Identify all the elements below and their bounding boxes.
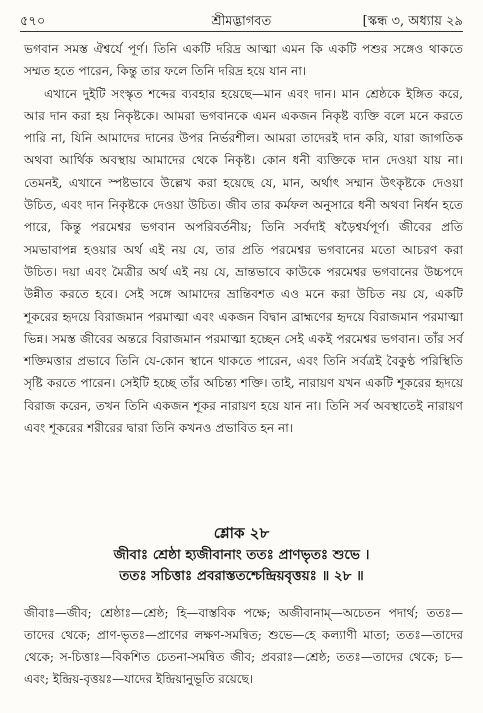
paragraph: এখানে দুইটি সংস্কৃত শব্দের ব্যবহার হয়েছে—মান এবং দান। মান শ্রেষ্ঠকে ইঙ্গিত করে, আর দান করা হয় নিকৃষ্টকে। আমরা ভগবানকে এমন একজন নিকৃষ্ট ব্যক্তি বলে মনে করতে পারি না, যিনি আমাদের দানের উপর নির্ভরশীল। আমরা তাদেরই দান করি, যারা জাগতিক অথবা আর্থিক অবস্থায় আমাদের থেকে নিকৃষ্ট। কোন ধনী ব্যক্তিকে দান দেওয়া যায় না। তেমনই, এখানে স্পষ্টভাবে উল্লেখ করা হয়েছে যে, মান, অর্থাৎ সম্মান উৎকৃষ্টকে দেওয়া উচিত, এবং দান নিকৃষ্টকে দেওয়া উচিত। জীব তার কর্মফল অনুসারে ধনী অথবা নির্ধন হতে পারে, কিন্তু পরমেশ্বর ভগবান অপরিবর্তনীয়; তিনি সর্বদাই ষড়ৈশ্বর্যপূর্ণ। জীবের প্রতি সমভাবাপন্ন হওয়ার অর্থ এই নয় যে, তার প্রতি পরমেশ্বর ভগবানের মতো আচরণ করা উচিত। দয়া এবং মৈত্রীর অর্থ এই নয় যে, ভ্রান্তভাবে কাউকে পরমেশ্বর ভগবানের উচ্চপদে উন্নীত করতে হবে। সেই সঙ্গে আমাদের ভ্রান্তিবশত এও মনে করা উচিত নয় যে, একটি শূকরের হৃদয়ে বিরাজমান পরমাত্মা এবং একজন বিদ্বান ব্রাহ্মণের হৃদয়ে বিরাজমান পরমাত্মা ভিন্ন। সমস্ত জীবের অন্তরে বিরাজমান পরমাত্মা হচ্ছেন সেই একই পরমেশ্বর ভগবান। তাঁর সর্ব শক্তিমত্তার প্রভাবে তিনি যে-কোন স্থানে থাকতে পারেন, এবং তিনি সর্বত্রই বৈকুণ্ঠ পরিস্থিতি সৃষ্টি করতে পারেন। সেইটি হচ্ছে তাঁর অচিন্ত্য শক্তি। তাই, নারায়ণ যখন একটি শূকরের হৃদয়ে বিরাজ করেন, তখন তিনি একজন শূকর নারায়ণ হয়ে যান না। তিনি সর্ব অবস্থাতেই নারায়ণ এবং শূকরের শরীরের দ্বারা তিনি কখনও প্রভাবিত হন না। xyxy=(24,86,463,436)
book-title: শ্রীমদ্ভাগবত xyxy=(211,14,272,29)
verse-title: শ্লোক ২৮ xyxy=(213,524,270,542)
synonyms: জীবাঃ—জীব; শ্রেষ্ঠাঃ—শ্রেষ্ঠ; হি—বাস্তবিক পক্ষে; অজীবানাম্—অচেতন পদার্থ; ততঃ—তাদের থেকে; প্রাণ-ভৃতঃ—প্রাণের লক্ষণ-সমন্বিত; শুভে—হে কল্যাণী মাতা; ততঃ—তাদের থেকে; স-চিত্তাঃ—বিকশিত চেতনা-সমন্বিত জীব; প্রবরাঃ—শ্রেষ্ঠ; ততঃ—তাদের থেকে; চ—এবং; ইন্দ্রিয়-বৃত্তয়ঃ—যাদের ইন্দ্রিয়ানুভূতি রয়েছে। xyxy=(24,606,463,686)
verse-text xyxy=(30,545,453,587)
header-divider xyxy=(20,31,463,32)
verse-line: জীবাঃ শ্রেষ্ঠা হ্যজীবানাং ততঃ প্রাণভৃতঃ শুভে । xyxy=(113,547,370,563)
verse-line: ততঃ সচিত্তাঃ প্রবরাস্ততশ্চেন্দ্রিয়বৃত্তয়ঃ ॥ ২৮ ॥ xyxy=(119,568,364,584)
purport-text xyxy=(24,38,463,439)
page-header xyxy=(20,8,463,32)
paragraph: ভগবান সমস্ত ঐশ্বর্যে পূর্ণ। তিনি একটি দরিদ্র আত্মা এমন কি একটি পশুর সঙ্গেও থাকতে সম্মত হতে পারেন, কিন্তু তার ফলে তিনি দরিদ্র হয়ে যান না। xyxy=(24,42,463,79)
page-number: ৫৭০ xyxy=(20,14,46,29)
chapter-reference: [স্কন্ধ ৩, অধ্যায় ২৯ xyxy=(362,14,463,29)
